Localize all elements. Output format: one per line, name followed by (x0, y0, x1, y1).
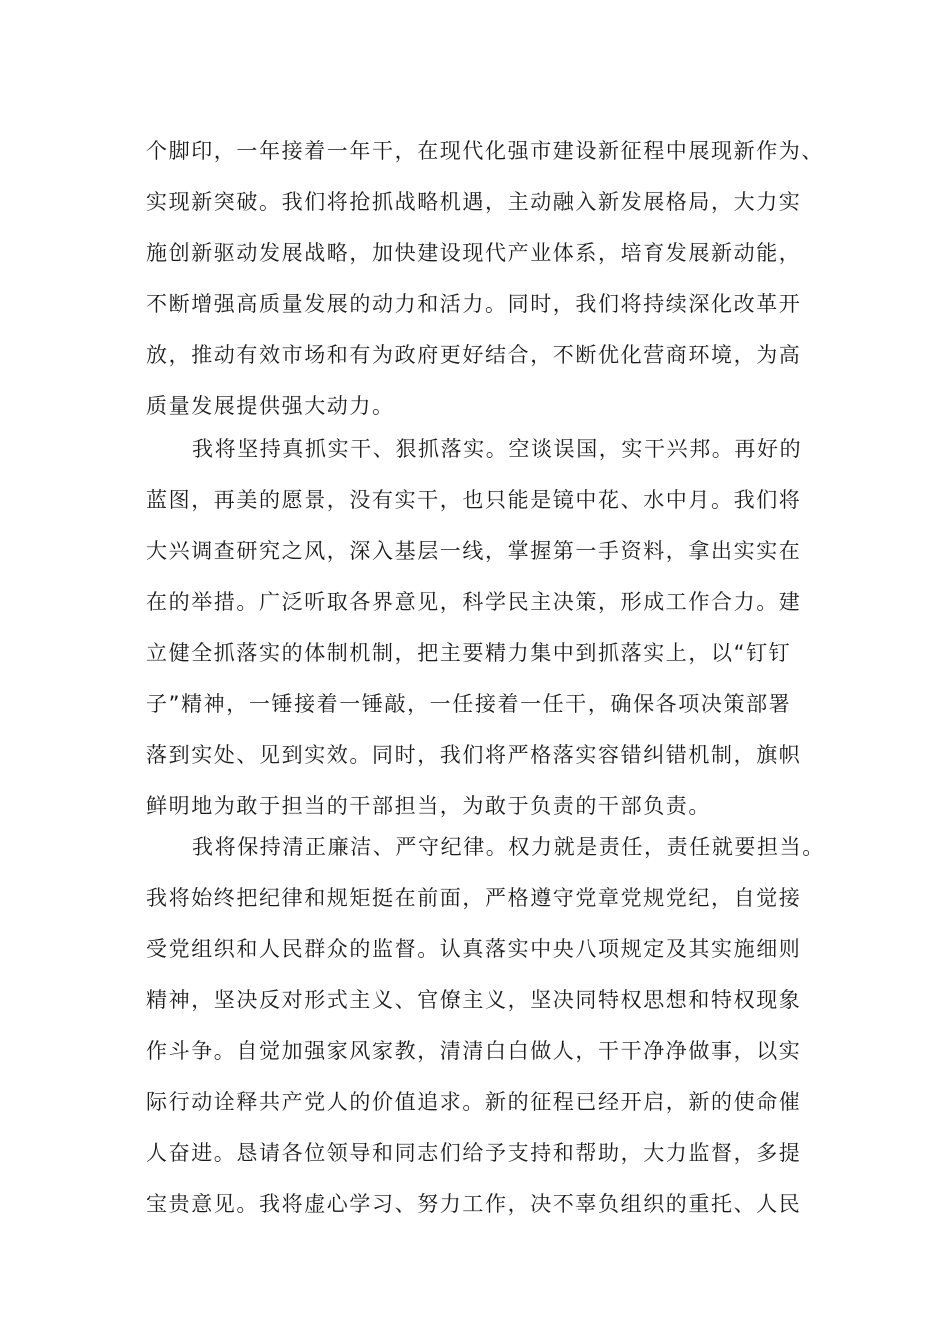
text-line: 实现新突破。我们将抢抓战略机遇，主动融入新发展格局，大力实 (146, 190, 802, 214)
text-line: 放，推动有效市场和有为政府更好结合，不断优化营商环境，为高 (146, 343, 802, 367)
text-line: 不断增强高质量发展的动力和活力。同时，我们将持续深化改革开 (146, 292, 802, 316)
text-line: 大兴调查研究之风，深入基层一线，掌握第一手资料，拿出实实在 (146, 539, 802, 563)
text-line: 宝贵意见。我将虚心学习、努力工作，决不辜负组织的重托、人民 (146, 1192, 802, 1216)
text-line: 施创新驱动发展战略，加快建设现代产业体系，培育发展新动能， (146, 241, 802, 265)
text-line: 蓝图，再美的愿景，没有实干，也只能是镜中花、水中月。我们将 (146, 488, 802, 512)
text-line: 人奋进。恳请各位领导和同志们给予支持和帮助，大力监督，多提 (146, 1141, 802, 1165)
text-line: 际行动诠释共产党人的价值追求。新的征程已经开启，新的使命催 (146, 1090, 802, 1114)
text-line: 鲜明地为敢于担当的干部担当，为敢于负责的干部负责。 (146, 794, 711, 818)
text-line: 我将始终把纪律和规矩挺在前面，严格遵守党章党规党纪，自觉接 (146, 886, 802, 910)
paragraph-integrity (146, 822, 825, 1230)
paragraph-continued (146, 126, 824, 432)
text-line: 作斗争。自觉加强家风家教，清清白白做人，干干净净做事，以实 (146, 1039, 802, 1063)
paragraph-implementation (146, 424, 806, 832)
text-line-first: 我将坚持真抓实干、狠抓落实。空谈误国，实干兴邦。再好的 (192, 437, 803, 461)
text-line: 个脚印，一年接着一年干，在现代化强市建设新征程中展现新作为、 (146, 139, 824, 163)
text-line: 立健全抓落实的体制机制，把主要精力集中到抓落实上，以“钉钉 (146, 641, 792, 665)
text-line-first: 我将保持清正廉洁、严守纪律。权力就是责任，责任就要担当。 (192, 835, 825, 859)
text-line: 在的举措。广泛听取各界意见，科学民主决策，形成工作合力。建 (146, 590, 802, 614)
text-line: 精神，坚决反对形式主义、官僚主义，坚决同特权思想和特权现象 (146, 988, 802, 1012)
text-line: 质量发展提供强大动力。 (146, 394, 395, 418)
text-line: 子”精神，一锤接着一锤敲，一任接着一任干，确保各项决策部署 (146, 692, 792, 716)
text-line: 受党组织和人民群众的监督。认真落实中央八项规定及其实施细则 (146, 937, 802, 961)
text-line: 落到实处、见到实效。同时，我们将严格落实容错纠错机制，旗帜 (146, 743, 802, 767)
